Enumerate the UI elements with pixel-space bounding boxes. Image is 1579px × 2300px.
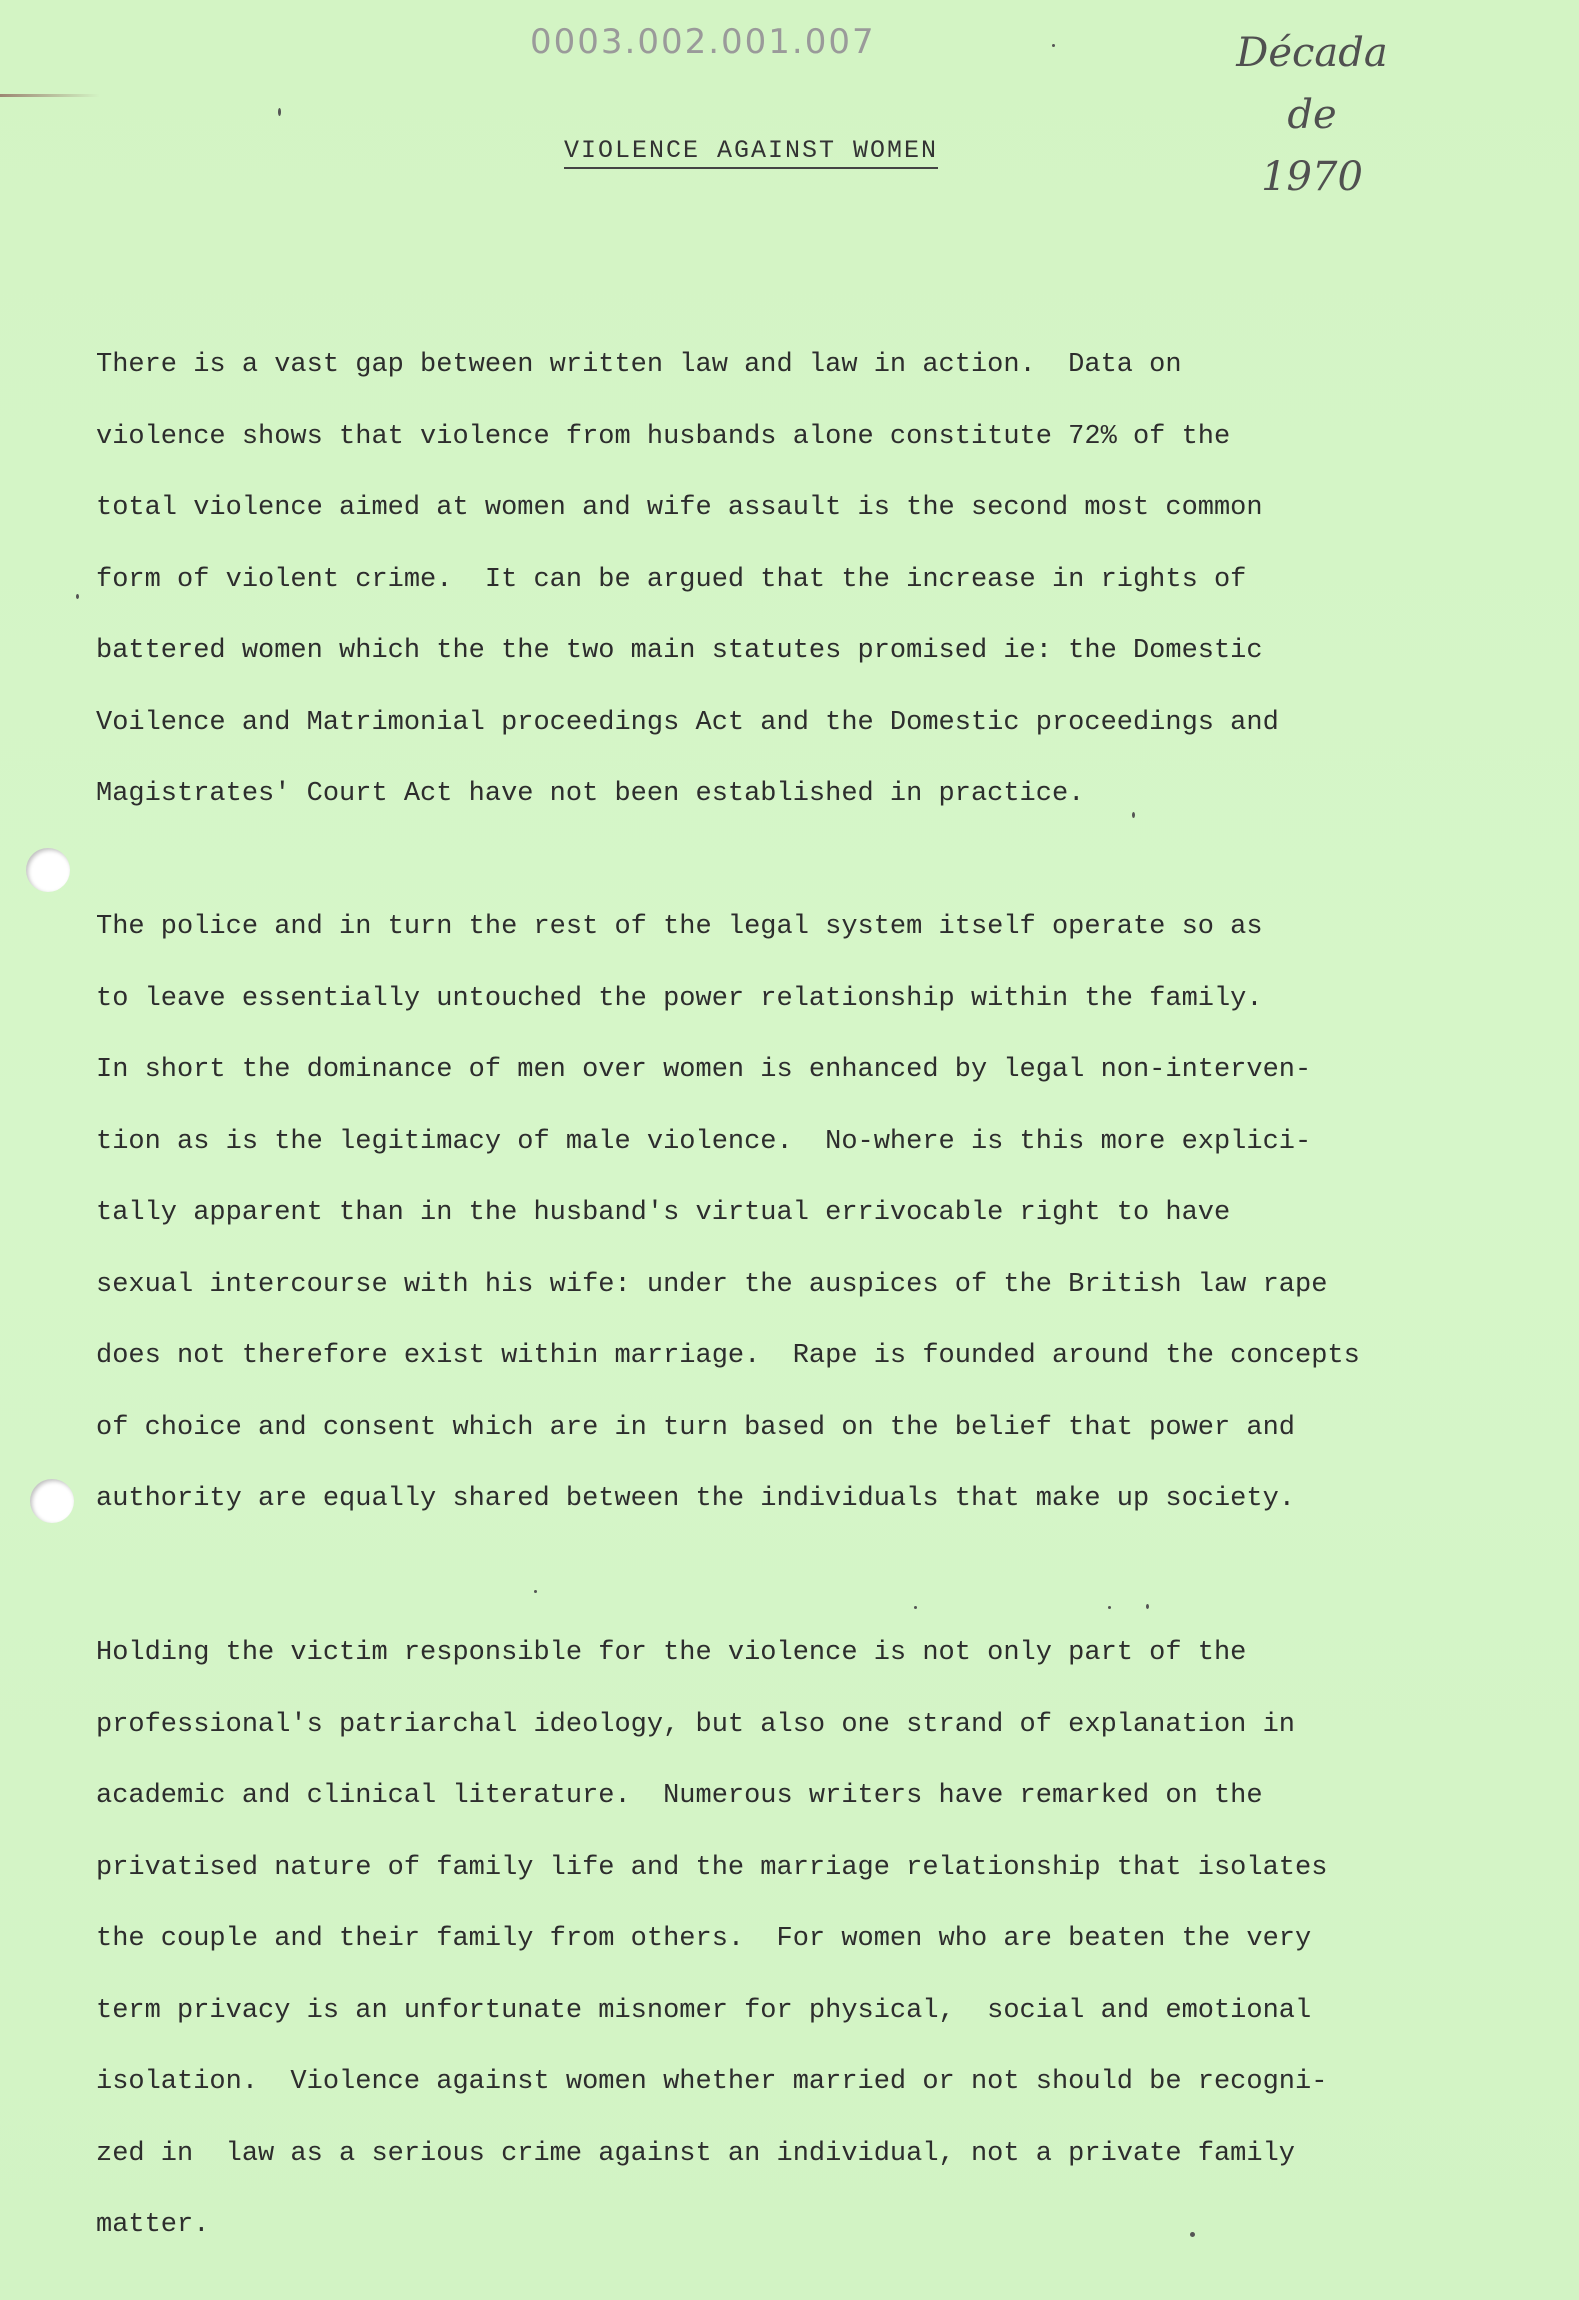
speck	[278, 108, 281, 116]
text-line: tion as is the legitimacy of male violence. No-where is this more explici-	[96, 1126, 1312, 1157]
document-title: VIOLENCE AGAINST WOMEN	[564, 136, 938, 169]
handwritten-note-line: 1970	[1261, 154, 1363, 200]
speck	[1108, 1606, 1111, 1609]
text-line: academic and clinical literature. Numerous writers have remarked on the	[96, 1781, 1263, 1811]
speck	[76, 594, 79, 599]
speck	[1190, 2232, 1195, 2237]
edge-mark	[0, 94, 100, 97]
text-line: Holding the victim responsible for the violence is not only part of the	[96, 1638, 1247, 1668]
text-line: Voilence and Matrimonial proceedings Act and the Domestic proceedings and	[96, 707, 1279, 738]
punch-hole	[30, 1479, 74, 1523]
text-line: tally apparent than in the husband's virtual errivocable right to have	[96, 1198, 1231, 1228]
speck	[1146, 1604, 1149, 1609]
archive-number: 0003.002.001.007	[530, 22, 876, 62]
punch-hole	[26, 848, 70, 892]
handwritten-note-line: Década de	[1236, 30, 1388, 138]
text-line: battered women which the the two main statutes promised ie: the Domestic	[96, 636, 1263, 666]
text-line: does not therefore exist within marriage. Rape is founded around the concepts	[96, 1341, 1360, 1371]
text-line: sexual intercourse with his wife: under the auspices of the British law rape	[96, 1269, 1328, 1300]
handwritten-note	[1222, 22, 1402, 208]
text-line: professional's patriarchal ideology, but also one strand of explanation in	[96, 1709, 1295, 1740]
text-line: to leave essentially untouched the power relationship within the family.	[96, 983, 1263, 1014]
text-line: Magistrates' Court Act have not been established in practice.	[96, 779, 1085, 809]
text-line: zed in law as a serious crime against an individual, not a private family	[96, 2138, 1295, 2169]
speck	[914, 1606, 917, 1609]
paragraph-3	[96, 1618, 1496, 2262]
text-line: of choice and consent which are in turn based on the belief that power and	[96, 1412, 1295, 1443]
speck	[1052, 44, 1055, 47]
speck	[534, 1590, 537, 1593]
text-line: isolation. Violence against women whether married or not should be recogni-	[96, 2067, 1328, 2097]
paragraph-1	[96, 330, 1496, 831]
text-line: violence shows that violence from husbands alone constitute 72% of the	[96, 421, 1231, 452]
text-line: The police and in turn the rest of the legal system itself operate so as	[96, 912, 1263, 942]
text-line: In short the dominance of men over women is enhanced by legal non-interven-	[96, 1055, 1312, 1085]
paragraph-2	[96, 892, 1496, 1536]
text-line: term privacy is an unfortunate misnomer for physical, social and emotional	[96, 1995, 1312, 2026]
text-line: total violence aimed at women and wife assault is the second most common	[96, 493, 1263, 523]
text-line: form of violent crime. It can be argued that the increase in rights of	[96, 564, 1247, 595]
speck	[1132, 812, 1135, 818]
text-line: There is a vast gap between written law and law in action. Data on	[96, 350, 1182, 380]
text-line: matter.	[96, 2210, 210, 2240]
text-line: privatised nature of family life and the marriage relationship that isolates	[96, 1852, 1328, 1883]
text-line: authority are equally shared between the individuals that make up society.	[96, 1484, 1295, 1514]
text-line: the couple and their family from others. For women who are beaten the very	[96, 1924, 1312, 1954]
